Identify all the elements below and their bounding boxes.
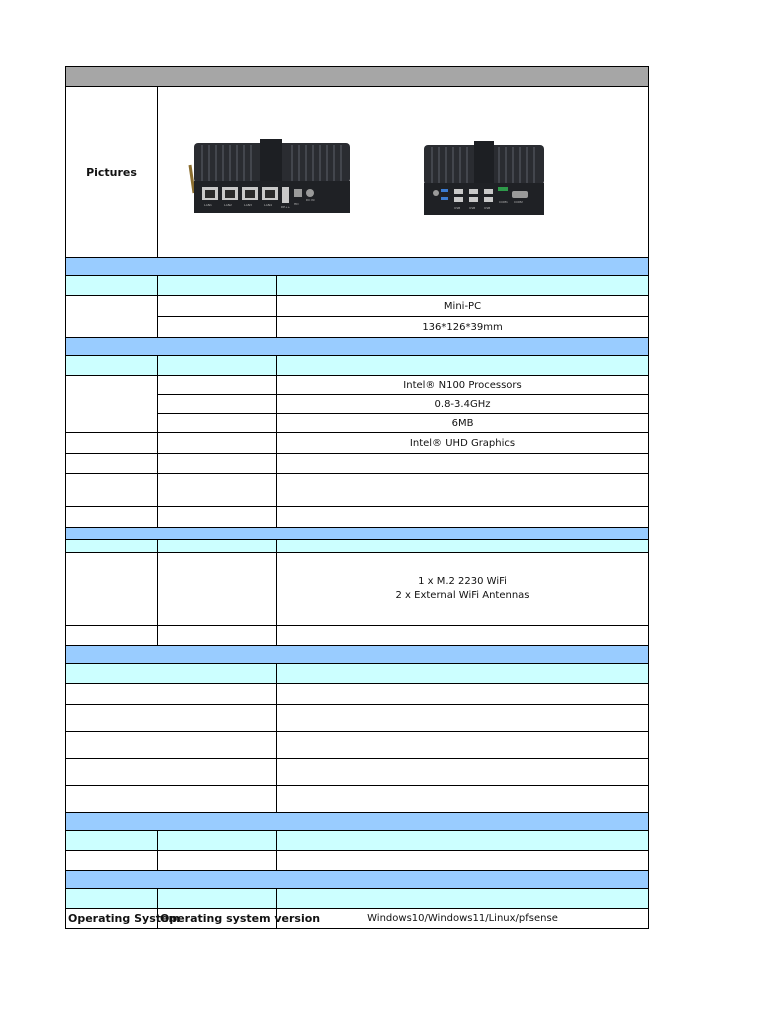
os-label: Operating System [66, 909, 158, 929]
graphics-row [66, 433, 649, 454]
os-version-label: Operating system version [158, 909, 277, 929]
subheader-network [66, 540, 649, 553]
spec-table [65, 66, 649, 929]
graphics-value: Intel® UHD Graphics [277, 433, 649, 454]
section-bar-software [66, 871, 649, 889]
svg-text:USB: USB [454, 206, 461, 210]
subheader-software [66, 889, 649, 909]
subheader-power [66, 831, 649, 851]
pictures-cell [158, 87, 649, 258]
power-row [66, 851, 649, 871]
svg-text:LAN1: LAN1 [204, 203, 212, 207]
cpu-label-cell [66, 376, 158, 433]
io-row-3 [66, 732, 649, 759]
wifi-row [66, 553, 649, 626]
spec-sheet [65, 66, 648, 929]
svg-text:LAN4: LAN4 [264, 203, 272, 207]
pictures-row [66, 87, 649, 258]
io-row-1 [66, 684, 649, 705]
title-bar [66, 67, 649, 87]
svg-text:HD: HD [294, 202, 299, 206]
svg-text:LAN2: LAN2 [224, 203, 232, 207]
form-factor-value: Mini-PC [277, 296, 649, 317]
wifi-line-2: 2 x External WiFi Antennas [395, 590, 530, 601]
pictures-label: Pictures [66, 87, 158, 258]
empty-row-a [66, 507, 649, 528]
processor-row [66, 376, 649, 395]
subheader-general [66, 276, 649, 296]
section-bar-general [66, 258, 649, 276]
io-row-5 [66, 786, 649, 813]
subheader-processor [66, 356, 649, 376]
os-value: Windows10/Windows11/Linux/pfsense [277, 909, 649, 929]
wifi-value [277, 553, 649, 626]
mini-pc-front-photo [182, 135, 362, 225]
section-bar-power [66, 813, 649, 831]
dimensions-value: 136*126*39mm [277, 317, 649, 338]
subheader-io [66, 664, 649, 684]
memory-row [66, 454, 649, 474]
section-bar-io [66, 646, 649, 664]
mini-pc-back-photo [414, 139, 554, 225]
svg-text:COM1: COM1 [499, 200, 508, 204]
section-bar-network [66, 528, 649, 540]
svg-text:DP++: DP++ [281, 205, 291, 209]
svg-text:USB: USB [484, 206, 491, 210]
cache-value: 6MB [277, 414, 649, 433]
svg-text:DC IN: DC IN [306, 198, 315, 202]
storage-row [66, 474, 649, 507]
empty-row-b [66, 626, 649, 646]
svg-text:COM2: COM2 [514, 200, 523, 204]
frequency-value: 0.8-3.4GHz [277, 395, 649, 414]
svg-text:LAN3: LAN3 [244, 203, 252, 207]
processor-value: Intel® N100 Processors [277, 376, 649, 395]
io-row-4 [66, 759, 649, 786]
os-row [66, 909, 649, 929]
section-bar-processor [66, 338, 649, 356]
general-label-cell [66, 296, 158, 338]
io-row-2 [66, 705, 649, 732]
form-factor-row [66, 296, 649, 317]
svg-text:USB: USB [469, 206, 476, 210]
wifi-line-1: 1 x M.2 2230 WiFi [418, 576, 507, 587]
